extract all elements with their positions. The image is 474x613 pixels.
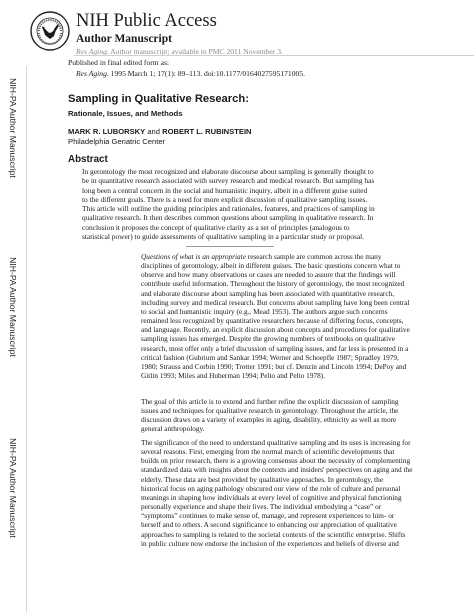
abstract-line: conclusion it proposes the concept of qualitative clarity as a set of principles (analogous to [82,222,350,232]
paragraph-line: standardized data with insights about the contexts and insiders' perspectives on aging and the [141,465,413,475]
paragraph-line: contribute useful information. Throughout the history of gerontology, the most recognized [141,279,405,289]
paragraph-line: including survey and medical research. But concerns about sampling have long been central [141,297,410,307]
section-divider [186,246,274,247]
abstract-line: In gerontology the most recognized and elaborate discourse about sampling is generally thought to [82,167,374,176]
paragraph-line: in public culture now endorse the inclusion of the experiences and beliefs of diverse and [141,538,399,548]
sidebar: NIH-PA Author Manuscript NIH-PA Author Manuscript NIH-PA Author Manuscript [0,66,27,613]
masthead [76,11,283,57]
paragraph-line: builds on prior research, there is a growing consensus about the necessity of complementing [141,456,411,466]
paragraph-line: discussion draws on a variety of examples in aging, disability, ethnicity as well as more [141,415,397,425]
paragraph-line: several reasons. First, emerging from the normal march of scientific developments that [141,447,395,457]
body-paragraph-3 [141,438,419,548]
paragraph-line: 1980; Strauss and Corbin 1990; Trotter 1991; but cf. Denzin and Lincoln 1994; DePoy and [141,361,407,371]
paragraph-line: remained less recognized by quantitative researchers because of differing focus, concepts, [141,316,404,326]
body-paragraph-1 [141,252,419,380]
paragraph-line: herself and to others. A second significance to enhancing our appreciation of qualitative [141,520,397,530]
paragraph-line: “symptoms” continues to make sense of, manage, and represent experiences to him- or [141,511,395,521]
author-list: MARK R. LUBORSKY and ROBERT L. RUBINSTEIN [68,127,252,136]
paragraph-line: observe and how many observations or cases are needed to assure that the findings will [141,270,396,280]
pmc-availability-line: Res Aging. Author manuscript; available in PMC 2011 November 3. [76,47,283,56]
paragraph-line: sampling issues has emerged. Despite the growing numbers of textbooks on qualitative [141,334,395,344]
published-line: Published in final edited form as: [68,58,170,67]
paragraph-line: and language. Recently, an explicit discussion about concepts and procedures for qualitative [141,325,410,335]
abstract-line: qualitative research. It then describes common questions about sampling in qualitative research. In [82,213,374,223]
paragraph-line: Questions of what is an appropriate research sample are common across the many [141,252,382,261]
affiliation: Philadelphia Geriatric Center [68,137,166,146]
hhs-eagle-seal-icon [30,11,70,51]
paragraph-line: elderly. These data are best provided by qualitative approaches. In gerontology, the [141,474,384,484]
nih-public-access-title: NIH Public Access [76,11,217,31]
paragraph-line: historical focus on aging pathology obscured our view of the role of culture and personal [141,483,401,493]
abstract-line: be in quantitative research associated with survey research and medical research. But sampling has [82,176,375,186]
paragraph-line: issues and techniques for qualitative research in gerontology. Throughout the article, the [141,406,399,416]
paragraph-line: and elaborate discourse about sampling has been associated with quantitative research, [141,288,395,298]
publication-info [68,58,305,79]
header-divider [74,55,474,56]
paragraph-line: critical fashion (Gubrium and Sankar 1994; Werner and Schoepfle 1987; Spradley 1979, [141,352,399,362]
abstract-line: This article will outline the guiding principles and rationales, features, and practices of sampling in [82,204,375,214]
author-manuscript-label: Author Manuscript [76,33,172,45]
article-title: Sampling in Qualitative Research: [68,93,249,105]
paragraph-line: disciplines of gerontology, albeit in different guises. The basic questions concern what to [141,261,401,271]
abstract-line: long been a central concern in the social and humanistic inquiry, albeit in a different guise suited [82,185,368,195]
paragraph-line: The goal of this article is to extend and further refine the explicit discussion of sampling [141,397,399,406]
paragraph-line: approaches to sampling is related to the societal contexts of the scientific enterprise. Shifts [141,529,406,539]
paragraph-line: general anthropology. [141,424,205,434]
abstract-line: to the different goals. There is a need for more explicit discussion of qualitative sampling issues. [82,194,368,204]
paragraph-line: meanings in shaping how individuals at every level of cognitive and physical functioning [141,492,402,502]
abstract-line: statistical power) to guide assessments of qualitative sampling in a particular study or proposal. [82,232,365,242]
paragraph-line: personally experience and shape their lives. The individual embodying a “case” or [141,502,382,512]
body-paragraph-2 [141,397,419,434]
paragraph-line: Gitlin 1993; Miles and Huberman 1994; Pelto and Pelto 1978). [141,371,326,381]
citation: Res Aging. 1995 March 1; 17(1): 89–113. doi:10.1177/0164027595171005. [76,68,306,78]
paragraph-line: to social and humanistic inquiry (e.g., Mead 1953). The authors argue such concerns [141,306,388,316]
paragraph-line: research, most offer only a brief discussion of sampling issues, and far less is presented in a [141,343,409,353]
article-subtitle: Rationale, Issues, and Methods [68,109,183,118]
abstract-heading: Abstract [68,154,108,165]
paragraph-line: The significance of the need to understand qualitative sampling and its uses is increasing for [141,438,411,447]
abstract-text [82,167,420,241]
